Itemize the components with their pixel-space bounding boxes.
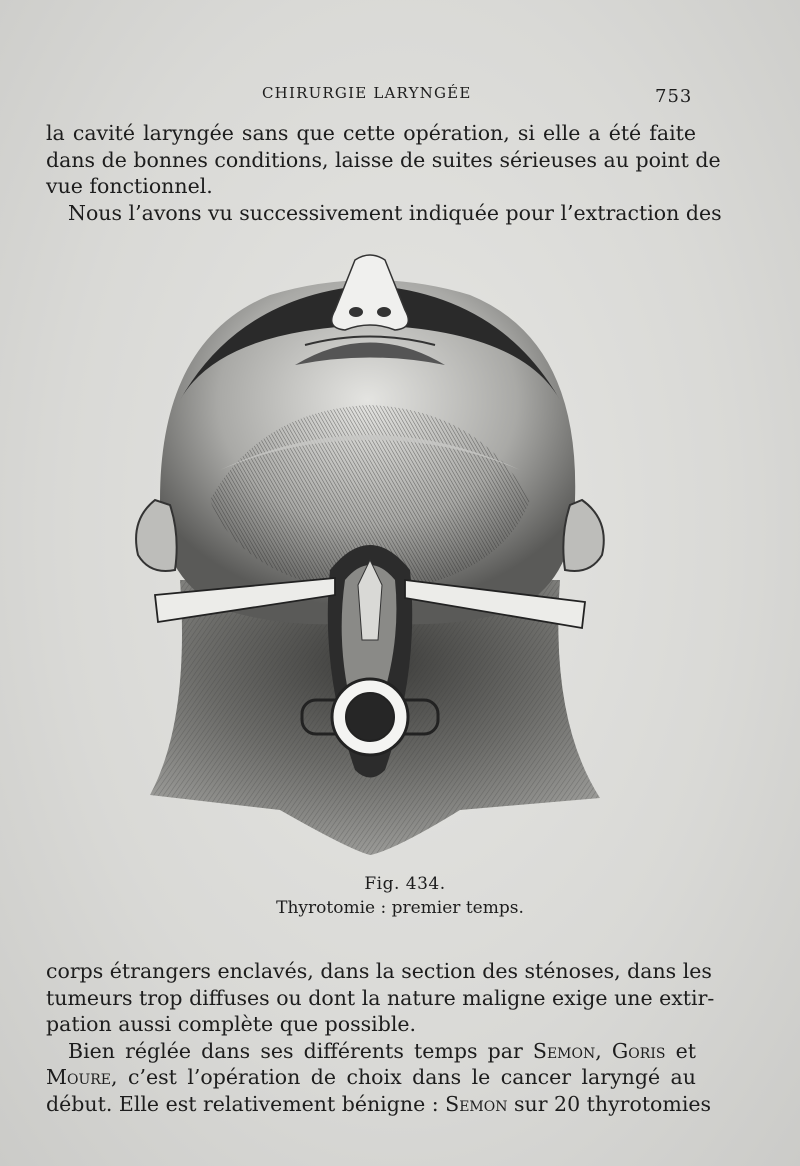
text-fragment: début. Elle est relativement bénigne : xyxy=(46,1091,439,1116)
figure-number: Fig. 434. xyxy=(364,874,446,894)
author-name-semon: Semon xyxy=(445,1091,508,1116)
figure-title: Thyrotomie : premier temps. xyxy=(276,898,524,918)
running-head: CHIRURGIE LARYNGÉE xyxy=(262,84,472,102)
text-fragment: , c’est l’opération de choix dans le cancer laryngé au xyxy=(111,1065,696,1089)
page-header xyxy=(0,84,800,108)
text-line xyxy=(46,1038,696,1065)
author-name-goris: Goris xyxy=(611,1038,666,1063)
thyrotomy-engraving xyxy=(120,250,620,860)
text-line: la cavité laryngée sans que cette opération, si elle a été faite xyxy=(46,121,696,145)
author-name-moure: Moure xyxy=(46,1065,112,1089)
text-line: corps étrangers enclavés, dans la section des sténoses, dans les xyxy=(46,959,712,983)
figure-caption xyxy=(0,872,800,920)
text-line: tumeurs trop diffuses ou dont la nature maligne exige une extir- xyxy=(46,985,715,1010)
text-fragment: Bien réglée dans ses différents temps par xyxy=(68,1038,523,1063)
text-fragment: , xyxy=(595,1038,602,1063)
paragraph-top xyxy=(46,120,722,226)
page-number: 753 xyxy=(655,86,693,107)
text-line: Nous l’avons vu successivement indiquée pour l’extraction des xyxy=(68,200,722,225)
paragraph-bottom xyxy=(46,958,715,1117)
text-line: dans de bonnes conditions, laisse de suites sérieuses au point de xyxy=(46,147,721,172)
text-line xyxy=(46,1091,712,1118)
text-line xyxy=(46,1064,696,1091)
author-name-semon: Semon xyxy=(532,1038,596,1063)
text-line: vue fonctionnel. xyxy=(46,174,213,198)
figure-illustration xyxy=(120,250,620,860)
text-line: pation aussi complète que possible. xyxy=(46,1012,417,1036)
text-fragment: sur 20 thyrotomies xyxy=(514,1091,712,1116)
text-fragment: et xyxy=(675,1038,696,1063)
